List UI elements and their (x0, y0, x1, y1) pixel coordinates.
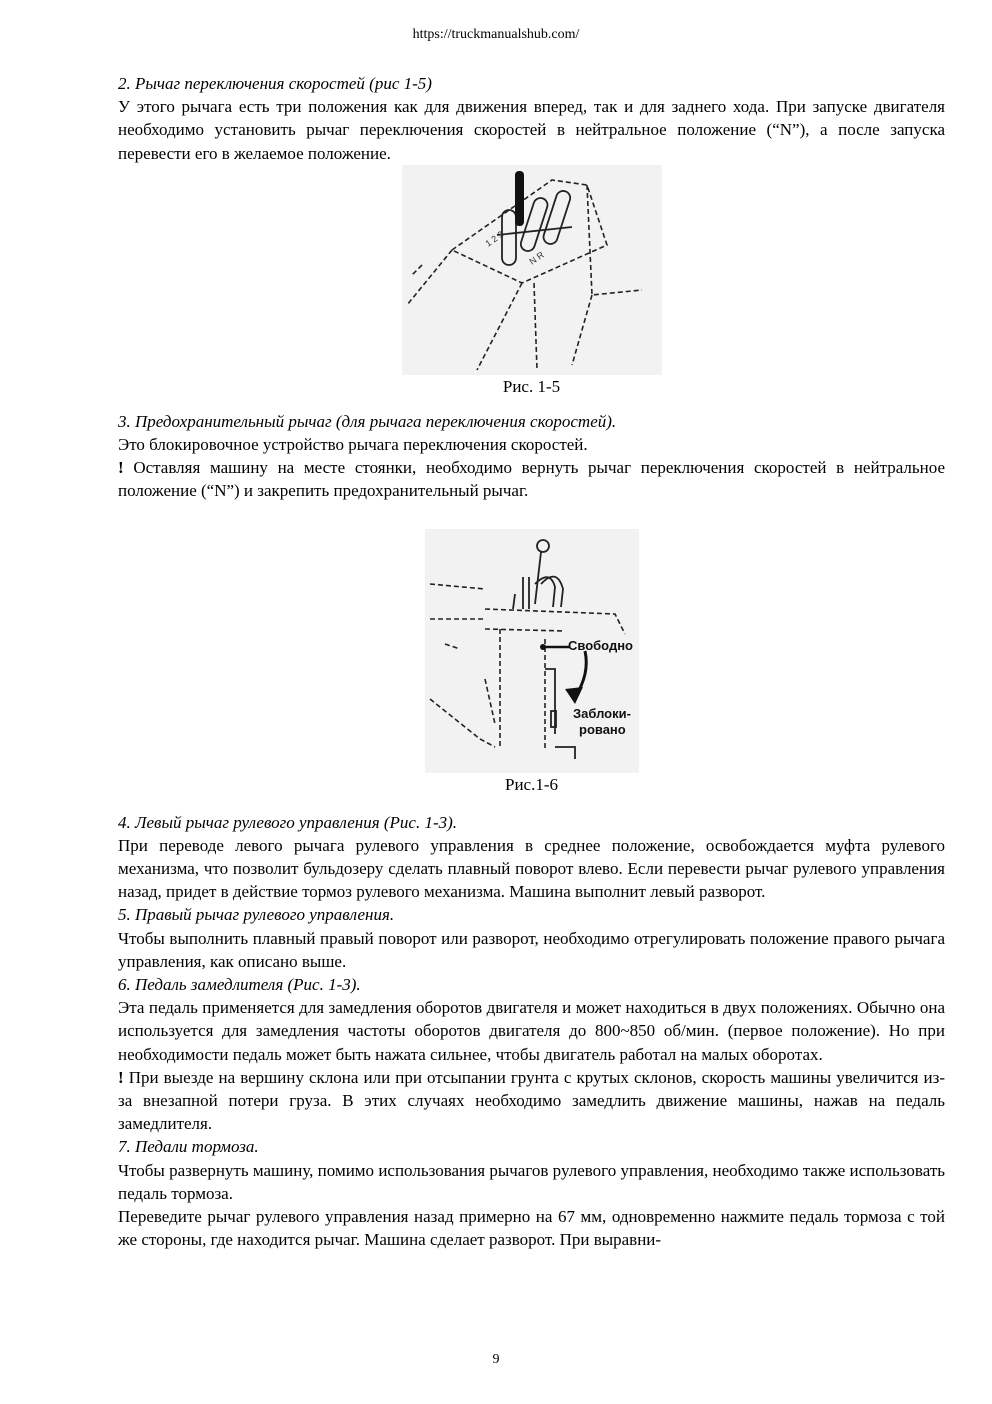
section-heading: 6. Педаль замедлителя (Рис. 1-3). (118, 975, 361, 995)
warning-mark: ! (118, 1067, 124, 1087)
label-locked-line1: Заблоки- (572, 705, 631, 721)
section-paragraph: Чтобы развернуть машину, помимо использования рычагов рулевого управления, необходимо также использовать педаль тормоза. (118, 1160, 945, 1203)
figure-caption: Рис. 1-5 (502, 376, 561, 396)
section-paragraph: Чтобы выполнить плавный правый поворот или разворот, необходимо отрегулировать положение правого рычага управления, как описано выше. (118, 928, 945, 971)
safety-lever-illustration (425, 529, 639, 773)
warning-text: При выезде на вершину склона или при отсыпании грунта с крутых склонов, скорость машины увеличится из-за внезапной потери груза. В этих случаях необходимо замедлить движение машины, нажав на педаль замедлителя. (118, 1067, 945, 1134)
section-heading: 7. Педали тормоза. (118, 1137, 259, 1157)
figure-gear-lever (402, 165, 662, 375)
page-number: 9 (492, 1352, 500, 1367)
header-url[interactable]: https://truckmanualshub.com/ (412, 27, 580, 42)
svg-text:N R: N R (526, 249, 546, 267)
section-paragraph: Переведите рычаг рулевого управления назад примерно на 67 мм, одновременно нажмите педаль тормоза с той же стороны, где находится рычаг. Машина сделает разворот. При выравни- (118, 1207, 945, 1250)
section-heading: 4. Левый рычаг рулевого управления (Рис. 1-3). (118, 812, 458, 832)
section-paragraph: При переводе левого рычага рулевого управления в среднее положение, освобождается муфта рулевого механизма, что позволит бульдозеру сделать плавный поворот влево. Если перевести рычаг рулевого управления назад, придет в действие тормоз рулевого механизма. Машина выполнит левый разворот. (118, 835, 945, 902)
label-free: Свободно (567, 637, 633, 653)
warning-paragraph (118, 456, 945, 502)
svg-text:1 2 3: 1 2 3 (482, 228, 506, 249)
warning-paragraph (118, 1066, 945, 1136)
section-heading: 2. Рычаг переключения скоростей (рис 1-5) (118, 74, 432, 93)
section-paragraph: У этого рычага есть три положения как для движения вперед, так и для заднего хода. При запуске двигателя необходимо установить рычаг переключения скоростей в нейтральное положение (“N”), а после запуска перевести его в желаемое положение. (118, 97, 945, 163)
section-paragraph: Эта педаль применяется для замедления оборотов двигателя и может находиться в двух положениях. Обычно она используется для замедления частоты оборотов двигателя до 800~850 об/мин. (первое положение). Но при необходимости педаль может быть нажата сильнее, чтобы двигатель работал на малых оборотах. (118, 998, 945, 1064)
warning-mark: ! (118, 458, 124, 478)
section-heading: 5. Правый рычаг рулевого управления. (118, 905, 395, 925)
label-locked-line2: ровано (578, 721, 626, 737)
figure-safety-lever (425, 529, 639, 773)
section-paragraph: Это блокировочное устройство рычага переключения скоростей. (118, 435, 588, 455)
warning-text: Оставляя машину на месте стоянки, необходимо вернуть рычаг переключения скоростей в нейтральное положение (“N”) и закрепить предохранительный рычаг. (118, 458, 945, 501)
page-content (118, 72, 945, 1251)
gear-lever-illustration (402, 165, 662, 375)
figure-caption: Рис.1-6 (504, 774, 558, 794)
section-heading: 3. Предохранительный рычаг (для рычага переключения скоростей). (118, 411, 617, 431)
